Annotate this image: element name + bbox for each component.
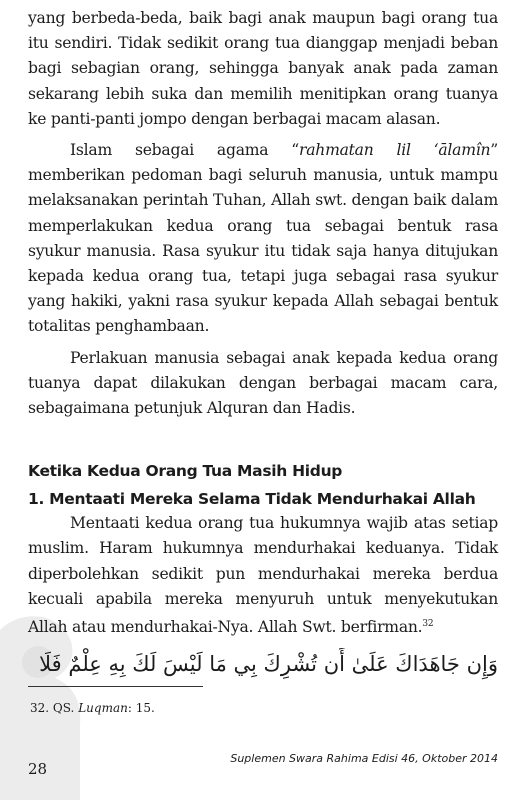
footnote-number: 32. [30,701,50,715]
paragraph-3: Perlakuan manusia sebagai anak kepada kedua orang tuanya dapat dilakukan dengan berbagai macam cara, sebagaimana petunjuk Alquran dan Hadis. [28,348,498,418]
page-number: 28 [28,760,48,778]
footnote-ref: : 15. [127,701,155,715]
paragraph-2-end: ” memberikan pedoman bagi seluruh manusia, untuk mampu melaksanakan perintah Tuhan, Allah swt. dengan baik dalam memperlakukan kedua orang tua sebagai bentuk rasa syukur manusia. Rasa syukur itu tidak saja hanya ditujukan kepada kedua orang tua, tetapi juga sebagai rasa syukur yang hakiki, yakni rasa syukur kepada Allah sebagai bentuk totalitas penghambaan. [28,141,498,336]
running-footer: Suplemen Swara Rahima Edisi 46, Oktober 2014 [230,752,498,765]
arabic-verse: وَإِن جَاهَدَاكَ عَلَىٰ أَن تُشْرِكَ بِي مَا لَيْسَ لَكَ بِهِ عِلْمٌ فَلَا [39,652,498,677]
paragraph-2 [28,138,498,340]
footnote-divider [28,686,203,687]
paragraph-2-italic-term: rahmatan lil ‘ālamîn [299,141,491,160]
footnote-reference: 32 [422,619,434,630]
paragraph-2-start: Islam sebagai agama “ [70,141,300,160]
paragraph-1: yang berbeda-beda, baik bagi anak maupun bagi orang tua itu sendiri. Tidak sedikit orang tua dianggap menjadi beban bagi sebagian orang, sehingga banyak anak pada zaman sekarang lebih suka dan memilih menitipkan orang tuanya ke panti-panti jompo dengan berbagai macam alasan. [28,9,498,128]
footnote-prefix: QS. [52,701,75,715]
paragraph-4 [28,511,498,640]
section-heading: Ketika Kedua Orang Tua Masih Hidup [28,462,343,481]
footnote [30,700,155,716]
paragraph-4-text: Mentaati kedua orang tua hukumnya wajib atas setiap muslim. Haram hukumnya mendurhakai keduanya. Tidak diperbolehkan sedikit pun mendurhakai mereka berdua kecuali apabila mereka menyuruh untuk menyekutukan Allah atau mendurhakai-Nya. Allah Swt. berfirman. [28,514,498,637]
footnote-source: Luqman [78,701,128,715]
subsection-heading: 1. Mentaati Mereka Selama Tidak Mendurhakai Allah [28,490,476,509]
page-content [28,6,498,680]
